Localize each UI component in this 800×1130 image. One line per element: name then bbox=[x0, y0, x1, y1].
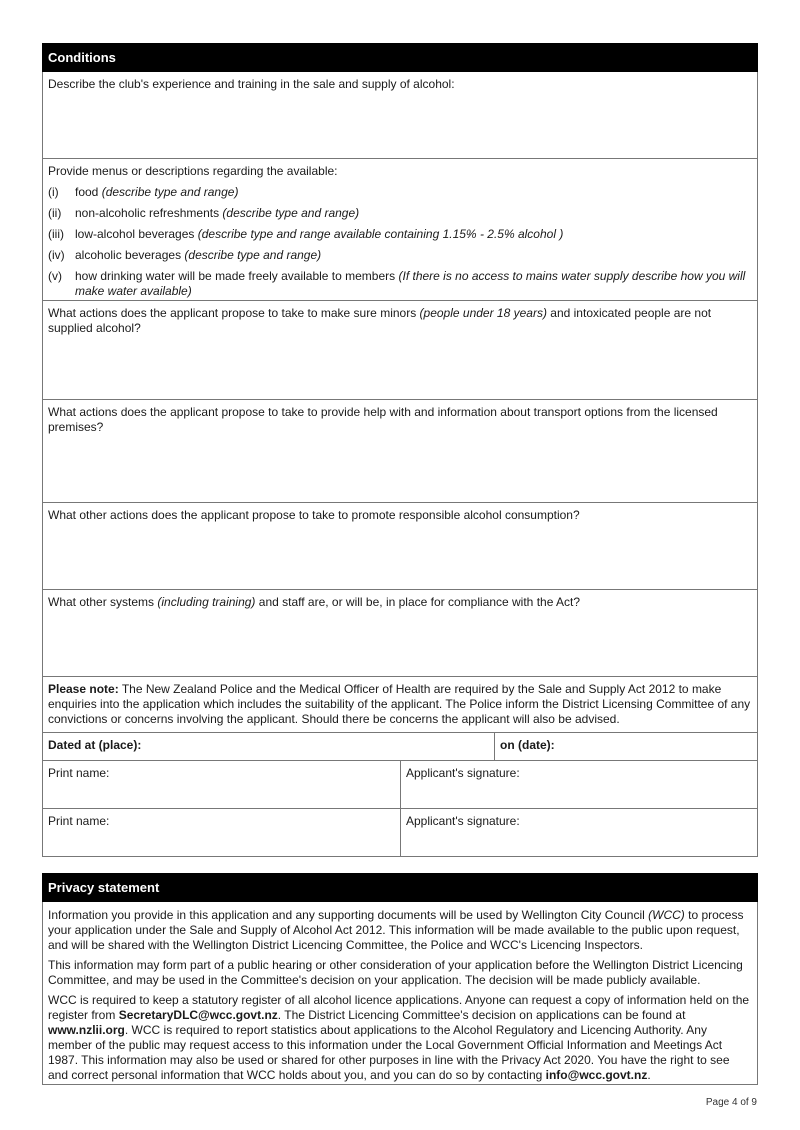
list-number: (iv) bbox=[48, 248, 65, 262]
menu-list-item bbox=[48, 248, 752, 263]
menus-field[interactable] bbox=[43, 159, 757, 301]
compliance-systems-field[interactable] bbox=[43, 590, 757, 677]
note: (describe type and range) bbox=[222, 206, 360, 220]
dated-row bbox=[43, 733, 757, 761]
list-text bbox=[75, 185, 238, 200]
minors-label-note: (people under 18 years) bbox=[419, 306, 547, 320]
text: WCC is required to keep a statutory register of all alcohol licence applications. Anyone can request a copy of information held on the register from bbox=[48, 993, 750, 1022]
compliance-label: What other systems bbox=[48, 595, 158, 609]
page-number: Page 4 of 9 bbox=[705, 1097, 757, 1108]
text: non-alcoholic refreshments bbox=[75, 206, 223, 220]
list-text bbox=[75, 248, 321, 263]
text: alcoholic beverages bbox=[75, 248, 185, 262]
menu-list-item bbox=[48, 206, 752, 221]
please-note-text: The New Zealand Police and the Medical Officer of Health are required by the Sale and Supply Act 2012 to make enquiries into the application which includes the suitability of the applicant. The Police inform the District Licensing Committee of any convictions or concerns involving the applicant. Should there be concerns the applicant will also be advised. bbox=[48, 682, 751, 726]
responsible-consumption-field[interactable] bbox=[43, 503, 757, 590]
transport-label: What actions does the applicant propose to take to provide help with and information about transport options from the licensed premises? bbox=[48, 405, 718, 434]
text: . bbox=[647, 1068, 651, 1082]
signature-label: Applicant's signature: bbox=[406, 814, 520, 828]
privacy-paragraph-1 bbox=[48, 908, 752, 953]
text: how drinking water will be made freely available to members bbox=[75, 269, 399, 283]
minors-label: What actions does the applicant propose to take to make sure minors bbox=[48, 306, 420, 320]
compliance-label-note: (including training) bbox=[157, 595, 256, 609]
please-note bbox=[43, 677, 757, 733]
text: to process your application under the Sale and Supply of Alcohol Act 2012. This information will be made available to the public upon request, and will be shared with the Wellington District Licencing Committee, the Police and WCC's Licencing Inspectors. bbox=[48, 908, 744, 952]
nzlii-link[interactable]: www.nzlii.org bbox=[48, 1023, 125, 1037]
list-number: (ii) bbox=[48, 206, 62, 220]
text: food bbox=[75, 185, 102, 199]
dated-at-label: Dated at (place): bbox=[48, 738, 142, 752]
minors-field[interactable] bbox=[43, 301, 757, 400]
note: (describe type and range) bbox=[101, 185, 239, 199]
on-date-field[interactable] bbox=[494, 733, 757, 760]
list-text bbox=[75, 269, 752, 299]
signature-field-2[interactable] bbox=[400, 809, 757, 856]
list-text bbox=[75, 227, 563, 242]
list-number: (iii) bbox=[48, 227, 64, 241]
list-number: (i) bbox=[48, 185, 59, 199]
print-name-label: Print name: bbox=[48, 766, 110, 780]
club-experience-field[interactable] bbox=[43, 72, 757, 159]
transport-field[interactable] bbox=[43, 400, 757, 503]
dated-at-field[interactable] bbox=[43, 733, 494, 760]
text: low-alcohol beverages bbox=[75, 227, 198, 241]
note: (If there is no access to mains water supply describe how you will make water available) bbox=[75, 269, 746, 298]
info-email-link[interactable]: info@wcc.govt.nz bbox=[545, 1068, 648, 1082]
privacy-statement bbox=[42, 902, 758, 1085]
signature-label: Applicant's signature: bbox=[406, 766, 520, 780]
text: (WCC) bbox=[648, 908, 685, 922]
on-date-label: on (date): bbox=[500, 738, 555, 752]
signature-field-1[interactable] bbox=[400, 761, 757, 808]
menu-list-item bbox=[48, 185, 752, 200]
privacy-paragraph-2: This information may form part of a public hearing or other consideration of your application before the Wellington District Licencing Committee, and may be used in the Committee's decision on your application. The decision will be made publicly available. bbox=[48, 958, 743, 987]
compliance-label-end: and staff are, or will be, in place for compliance with the Act? bbox=[255, 595, 581, 609]
club-experience-label: Describe the club's experience and training in the sale and supply of alcohol: bbox=[48, 77, 455, 91]
list-text bbox=[75, 206, 359, 221]
print-name-field-2[interactable] bbox=[43, 809, 400, 856]
signature-row-2 bbox=[43, 809, 757, 857]
list-number: (v) bbox=[48, 269, 62, 283]
print-name-label: Print name: bbox=[48, 814, 110, 828]
conditions-header: Conditions bbox=[42, 43, 758, 72]
print-name-field-1[interactable] bbox=[43, 761, 400, 808]
text: Information you provide in this application and any supporting documents will be used by Wellington City Council bbox=[48, 908, 649, 922]
responsible-consumption-label: What other actions does the applicant propose to take to promote responsible alcohol consumption? bbox=[48, 508, 580, 522]
privacy-header: Privacy statement bbox=[42, 873, 758, 902]
privacy-paragraph-3 bbox=[48, 993, 752, 1083]
menus-intro: Provide menus or descriptions regarding the available: bbox=[48, 164, 338, 178]
conditions-section bbox=[42, 72, 758, 857]
text: . The District Licencing Committee's decision on applications can be found at bbox=[277, 1008, 686, 1022]
signature-row-1 bbox=[43, 761, 757, 809]
please-note-label: Please note: bbox=[48, 682, 119, 696]
menu-list-item bbox=[48, 227, 752, 242]
note: (describe type and range) bbox=[184, 248, 322, 262]
secretary-email-link[interactable]: SecretaryDLC@wcc.govt.nz bbox=[118, 1008, 278, 1022]
note: (describe type and range available containing 1.15% - 2.5% alcohol ) bbox=[197, 227, 564, 241]
minors-label-end: and intoxicated people are not supplied alcohol? bbox=[48, 306, 712, 335]
menu-list-item bbox=[48, 269, 752, 299]
text: . WCC is required to report statistics about applications to the Alcohol Regulatory and Licencing Authority. Any member of the public may request access to this information under the Local Government Official Information and Meetings Act 1987. This information may also be used or shared for other purposes in line with the Privacy Act 2020. You have the right to see and correct personal information that WCC holds about you, and you can do so by contacting bbox=[48, 1023, 730, 1082]
